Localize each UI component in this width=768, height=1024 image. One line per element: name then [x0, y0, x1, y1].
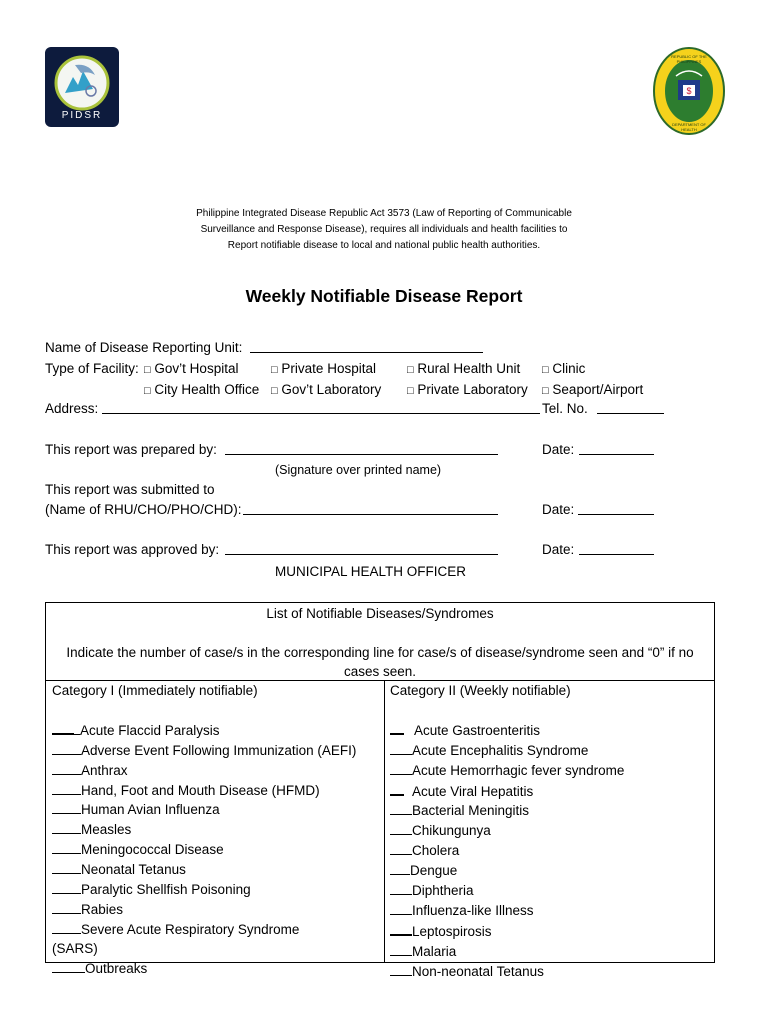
case-count-field[interactable]	[390, 781, 404, 796]
disease-row[interactable]	[52, 800, 356, 820]
disease-row[interactable]	[52, 900, 356, 920]
facility-option-city-health-office[interactable]	[144, 381, 259, 400]
disease-row[interactable]	[390, 962, 624, 982]
facility-option-private-hospital[interactable]	[271, 360, 376, 379]
disease-name-continued: (SARS)	[52, 940, 98, 956]
category-1-column	[52, 682, 356, 979]
facility-option-rural-health-unit[interactable]	[407, 360, 520, 379]
disease-name: Acute Encephalitis Syndrome	[412, 742, 589, 758]
case-count-field[interactable]	[52, 880, 81, 894]
case-count-field[interactable]	[52, 781, 81, 795]
disease-row[interactable]	[390, 761, 624, 781]
facility-option-label: Private Hospital	[281, 361, 376, 376]
prepared-date-field[interactable]	[579, 441, 654, 455]
address-label: Address:	[45, 401, 99, 416]
disease-row[interactable]	[390, 841, 624, 861]
facility-option-govt-hospital[interactable]	[144, 360, 238, 379]
disease-name: Cholera	[412, 843, 460, 859]
facility-option-label: Clinic	[552, 361, 586, 376]
case-count-field[interactable]	[52, 860, 81, 874]
case-count-field[interactable]	[52, 959, 85, 973]
doh-seal-top-text: REPUBLIC OF THE PHILIPPINES	[671, 54, 707, 64]
facility-option-govt-laboratory[interactable]	[271, 381, 381, 400]
submitted-to-field[interactable]	[243, 501, 498, 515]
disease-row[interactable]	[390, 821, 624, 841]
approved-by-field[interactable]	[225, 541, 498, 555]
disease-name: Acute Viral Hepatitis	[412, 783, 534, 799]
case-count-field[interactable]	[390, 720, 404, 735]
checkbox-icon[interactable]: □	[407, 385, 414, 397]
category-2-heading: Category II (Weekly notifiable)	[390, 683, 571, 698]
case-count-field[interactable]	[52, 741, 81, 755]
disease-name: Influenza-like Illness	[412, 902, 534, 918]
disease-name: Measles	[81, 822, 132, 838]
facility-option-label: Seaport/Airport	[552, 382, 644, 397]
case-count-field[interactable]	[52, 720, 74, 735]
disease-row[interactable]	[52, 840, 356, 860]
pidsr-logo	[45, 47, 119, 127]
disease-name: Meningococcal Disease	[81, 842, 224, 858]
facility-option-private-laboratory[interactable]	[407, 381, 528, 400]
disease-name: Anthrax	[81, 762, 128, 778]
case-count-field[interactable]	[52, 900, 81, 914]
facility-option-seaport-airport[interactable]	[542, 381, 643, 400]
checkbox-icon[interactable]: □	[271, 385, 278, 397]
pidsr-logo-text: PIDSR	[61, 110, 103, 121]
disease-row[interactable]	[390, 801, 624, 821]
table-instruction: Indicate the number of case/s in the corresponding line for case/s of disease/syndrome seen and “0” if no cases seen.	[66, 645, 694, 679]
case-count-field[interactable]	[390, 901, 412, 915]
tel-label: Tel. No.	[542, 401, 588, 416]
case-count-field[interactable]	[52, 820, 81, 834]
disease-name: Malaria	[412, 943, 457, 959]
approved-date-label: Date:	[542, 542, 575, 557]
disease-name: Acute Hemorrhagic fever syndrome	[412, 762, 625, 778]
prepared-by-field[interactable]	[225, 441, 498, 455]
disease-row[interactable]	[52, 781, 356, 801]
notifiable-diseases-table	[45, 602, 715, 979]
doh-seal	[652, 46, 726, 136]
facility-type-label: Type of Facility:	[45, 361, 139, 376]
case-count-field[interactable]	[390, 942, 412, 956]
doh-seal-bottom-text: DEPARTMENT OF HEALTH	[672, 122, 706, 132]
disease-name: Adverse Event Following Immunization (AEFI)	[81, 742, 357, 758]
approved-date-field[interactable]	[579, 541, 654, 555]
category-1-heading: Category I (Immediately notifiable)	[52, 683, 258, 698]
disease-row[interactable]	[52, 720, 356, 741]
disease-name: Leptospirosis	[412, 923, 492, 939]
disease-name: Chikungunya	[412, 823, 491, 839]
address-field[interactable]	[102, 400, 540, 414]
intro-line: Report notifiable disease to local and national public health authorities.	[227, 240, 541, 251]
checkbox-icon[interactable]: □	[542, 385, 549, 397]
case-count-field[interactable]	[390, 801, 412, 815]
intro-paragraph	[150, 206, 618, 254]
approver-title: MUNICIPAL HEALTH OFFICER	[275, 564, 467, 579]
prepared-date-label: Date:	[542, 442, 575, 457]
table-header	[46, 603, 714, 681]
disease-name: Acute Flaccid Paralysis	[80, 722, 220, 738]
disease-row[interactable]	[52, 820, 356, 840]
disease-name: Bacterial Meningitis	[412, 803, 530, 819]
facility-option-label: Gov’t Hospital	[154, 361, 239, 376]
disease-row[interactable]	[390, 942, 624, 962]
checkbox-icon[interactable]: □	[407, 364, 414, 376]
facility-option-label: City Health Office	[154, 382, 260, 397]
submitted-date-label: Date:	[542, 502, 575, 517]
disease-name: Acute Gastroenteritis	[414, 722, 541, 738]
disease-row[interactable]	[390, 921, 624, 942]
disease-row[interactable]	[390, 741, 624, 761]
disease-row[interactable]	[52, 959, 356, 979]
disease-row[interactable]	[390, 901, 624, 921]
disease-name: Rabies	[81, 901, 124, 917]
submitted-to-label: This report was submitted to	[45, 482, 215, 497]
disease-row[interactable]	[390, 881, 624, 901]
disease-row[interactable]	[52, 920, 356, 940]
facility-option-label: Private Laboratory	[417, 382, 528, 397]
facility-option-label: Rural Health Unit	[417, 361, 521, 376]
disease-name: Human Avian Influenza	[81, 802, 220, 818]
intro-line: Philippine Integrated Disease Republic Act 3573 (Law of Reporting of Communicable	[196, 208, 572, 219]
intro-line: Surveillance and Response Disease), requires all individuals and health facilities to	[200, 224, 568, 235]
signature-note: (Signature over printed name)	[275, 463, 442, 477]
disease-row[interactable]	[52, 880, 356, 900]
disease-name: Neonatal Tetanus	[81, 862, 186, 878]
disease-row[interactable]	[390, 781, 624, 802]
disease-row[interactable]	[390, 720, 624, 741]
case-count-field[interactable]	[52, 800, 81, 814]
case-count-field[interactable]	[390, 861, 410, 875]
disease-row[interactable]	[52, 741, 356, 761]
checkbox-icon[interactable]: □	[271, 364, 278, 376]
disease-name: Severe Acute Respiratory Syndrome	[81, 921, 300, 937]
disease-row[interactable]	[390, 861, 624, 881]
case-count-field[interactable]	[52, 840, 81, 854]
table-title: List of Notifiable Diseases/Syndromes	[266, 606, 494, 621]
disease-name: Diphtheria	[412, 883, 474, 899]
report-title: Weekly Notifiable Disease Report	[245, 286, 523, 306]
reporting-unit-label: Name of Disease Reporting Unit:	[45, 340, 243, 355]
submitted-date-field[interactable]	[578, 501, 654, 515]
disease-name: Paralytic Shellfish Poisoning	[81, 882, 251, 898]
tel-field[interactable]	[597, 400, 664, 414]
case-count-field[interactable]	[390, 741, 412, 755]
submitted-to-sublabel: (Name of RHU/CHO/PHO/CHD):	[45, 502, 242, 517]
svg-text:$: $	[686, 86, 692, 96]
disease-name: Outbreaks	[85, 960, 148, 976]
checkbox-icon[interactable]: □	[542, 364, 549, 376]
case-count-field[interactable]	[390, 881, 412, 895]
disease-name: Dengue	[410, 863, 458, 879]
case-count-field[interactable]	[52, 761, 81, 775]
case-count-field[interactable]	[390, 921, 412, 936]
disease-name: Hand, Foot and Mouth Disease (HFMD)	[81, 782, 320, 798]
case-count-field[interactable]	[390, 821, 412, 835]
case-count-field[interactable]	[52, 920, 81, 934]
facility-option-label: Gov’t Laboratory	[281, 382, 382, 397]
prepared-by-label: This report was prepared by:	[45, 442, 217, 457]
approved-by-label: This report was approved by:	[45, 542, 220, 557]
checkbox-icon[interactable]: □	[144, 364, 151, 376]
disease-name: Non-neonatal Tetanus	[412, 963, 544, 979]
case-count-field[interactable]	[390, 962, 412, 976]
case-count-field[interactable]	[390, 761, 412, 775]
facility-option-clinic[interactable]	[542, 360, 585, 379]
disease-row[interactable]	[52, 860, 356, 880]
column-divider	[384, 680, 385, 962]
case-count-field[interactable]	[390, 841, 412, 855]
reporting-unit-field[interactable]	[250, 339, 483, 353]
disease-row[interactable]	[52, 761, 356, 781]
checkbox-icon[interactable]: □	[144, 385, 151, 397]
category-2-column	[390, 682, 624, 982]
